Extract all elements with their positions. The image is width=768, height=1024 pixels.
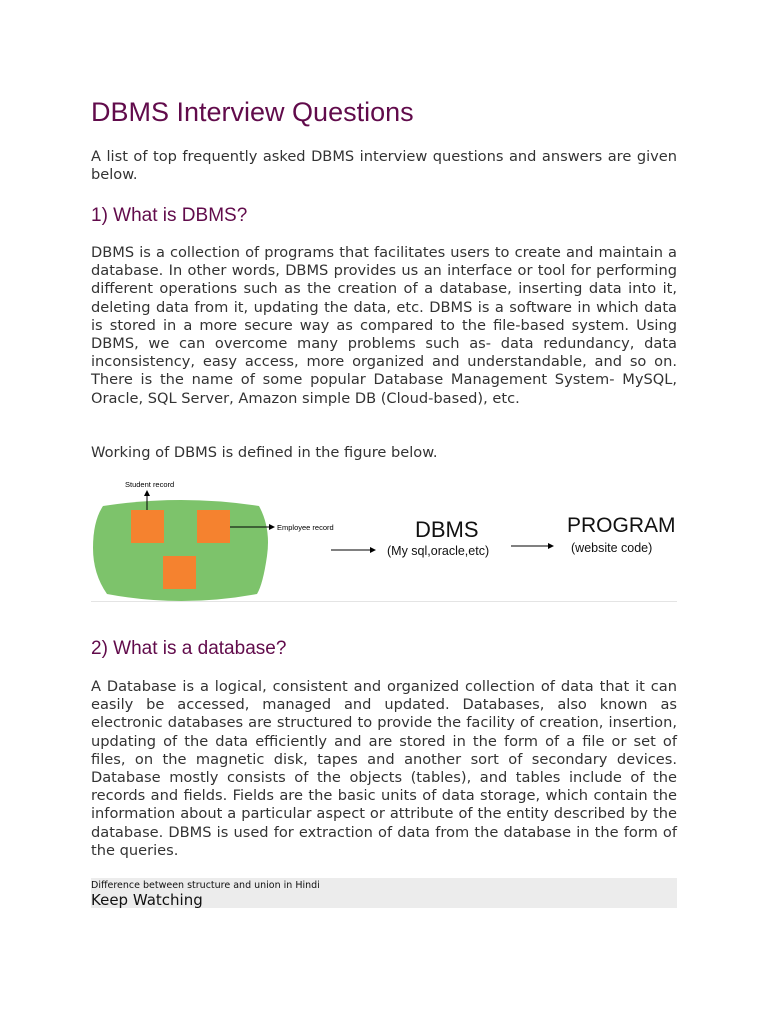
record-box bbox=[197, 510, 230, 543]
question-1-heading: 1) What is DBMS? bbox=[91, 205, 248, 226]
page-title: DBMS Interview Questions bbox=[91, 97, 414, 127]
program-label: PROGRAM bbox=[567, 514, 676, 537]
section-divider bbox=[91, 601, 677, 602]
intro-paragraph: A list of top frequently asked DBMS interview questions and answers are given below. bbox=[91, 148, 677, 184]
dbms-diagram bbox=[91, 476, 677, 606]
video-promo[interactable] bbox=[91, 878, 677, 908]
question-2-heading: 2) What is a database? bbox=[91, 638, 287, 659]
dbms-sublabel: (My sql,oracle,etc) bbox=[387, 544, 490, 558]
dbms-label: DBMS bbox=[415, 517, 479, 542]
video-title[interactable]: Difference between structure and union in Hindi bbox=[91, 880, 320, 891]
program-sublabel: (website code) bbox=[571, 541, 653, 555]
student-record-label: Student record bbox=[125, 480, 175, 489]
figure-caption: Working of DBMS is defined in the figure below. bbox=[91, 444, 438, 461]
employee-record-label: Employee record bbox=[277, 523, 334, 532]
dbms-working-figure bbox=[91, 476, 677, 606]
record-box bbox=[163, 556, 196, 589]
question-1-answer: DBMS is a collection of programs that facilitates users to create and maintain a database. In other words, DBMS provides us an interface or tool for performing different operations such as the creation of a database, inserting data into it, deleting data from it, updating the data, etc. DBMS is a software in which data is stored in a more secure way as compared to the file-based system. Using DBMS, we can overcome many problems such as- data redundancy, data inconsistency, easy access, more organized and understandable, and so on. There is the name of some popular Database Management System- MySQL, Oracle, SQL Server, Amazon simple DB (Cloud-based), etc. bbox=[91, 244, 677, 407]
record-box bbox=[131, 510, 164, 543]
keep-watching-button[interactable]: Keep Watching bbox=[91, 891, 203, 909]
question-2-answer: A Database is a logical, consistent and organized collection of data that it can easily be accessed, managed and updated. Databases, also known as electronic databases are structured to provide the facility of creation, insertion, updating of the data efficiently and are stored in the form of a file or set of files, on the magnetic disk, tapes and another sort of secondary devices. Database mostly consists of the objects (tables), and tables include of the records and fields. Fields are the basic units of data storage, which contain the information about a particular aspect or attribute of the entity described by the database. DBMS is used for extraction of data from the database in the form of the queries. bbox=[91, 678, 677, 859]
